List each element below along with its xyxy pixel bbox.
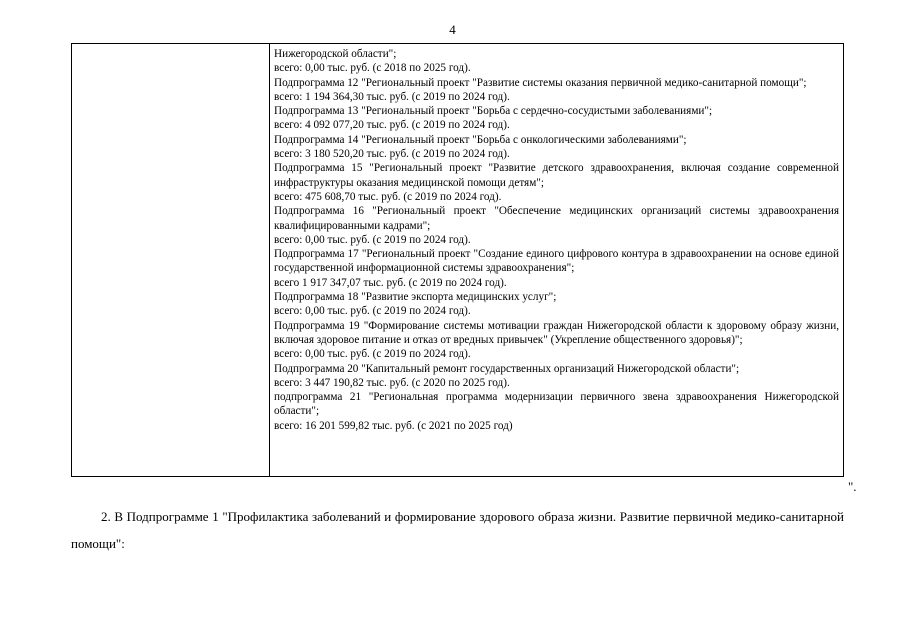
table-line: всего: 0,00 тыс. руб. (с 2019 по 2024 год). bbox=[274, 348, 471, 361]
table-line: Подпрограмма 18 "Развитие экспорта медицинских услуг"; bbox=[274, 291, 557, 304]
table-line: Подпрограмма 17 "Региональный проект "Создание единого цифрового контура в здравоохранении на основе единой государственной информационной системы здравоохранения"; bbox=[274, 248, 839, 275]
table-line: всего: 475 608,70 тыс. руб. (с 2019 по 2024 год). bbox=[274, 190, 502, 203]
table-line: Подпрограмма 13 "Региональный проект "Борьба с сердечно-сосудистыми заболеваниями"; bbox=[274, 105, 713, 118]
table-line: Подпрограмма 19 "Формирование системы мотивации граждан Нижегородской области к здоровому образу жизни, включая здоровое питание и отказ от вредных привычек" (Укрепление общественного здоровья)"; bbox=[274, 319, 839, 346]
page-number: 4 bbox=[449, 22, 456, 37]
program-table bbox=[71, 43, 844, 477]
table-line: всего: 0,00 тыс. руб. (с 2019 по 2024 год). bbox=[274, 233, 471, 246]
table-line: всего: 1 194 364,30 тыс. руб. (с 2019 по 2024 год). bbox=[274, 90, 510, 103]
table-line: всего: 3 447 190,82 тыс. руб. (с 2020 по 2025 год). bbox=[274, 376, 510, 389]
table-line: Подпрограмма 20 "Капитальный ремонт государственных организаций Нижегородской области"; bbox=[274, 362, 740, 375]
table-line: всего: 0,00 тыс. руб. (с 2019 по 2024 год). bbox=[274, 305, 471, 318]
closing-quote: ". bbox=[848, 479, 857, 494]
table-line: Нижегородской области"; bbox=[274, 48, 397, 60]
table-row bbox=[72, 44, 844, 477]
table-line: подпрограмма 21 "Региональная программа модернизации первичного звена здравоохранения Нижегородской области"; bbox=[274, 391, 839, 418]
table-line: Подпрограмма 16 "Региональный проект "Обеспечение медицинских организаций системы здравоохранения квалифицированными кадрами"; bbox=[274, 205, 839, 232]
table-line: всего 1 917 347,07 тыс. руб. (с 2019 по 2024 год). bbox=[274, 276, 507, 289]
table-line: всего: 3 180 520,20 тыс. руб. (с 2019 по 2024 год). bbox=[274, 148, 510, 161]
table-line: Подпрограмма 12 "Региональный проект "Развитие системы оказания первичной медико-санитарной помощи"; bbox=[274, 76, 807, 89]
table-left-cell bbox=[72, 44, 270, 477]
table-right-cell bbox=[270, 44, 844, 477]
table-line: Подпрограмма 15 "Региональный проект "Развитие детского здравоохранения, включая создание современной инфраструктуры оказания медицинской помощи детям"; bbox=[274, 162, 839, 189]
table-line: всего: 4 092 077,20 тыс. руб. (с 2019 по 2024 год). bbox=[274, 119, 510, 132]
table-line: всего: 0,00 тыс. руб. (с 2018 по 2025 год). bbox=[274, 62, 471, 75]
body-paragraph: 2. В Подпрограмме 1 "Профилактика заболеваний и формирование здорового образа жизни. Развитие первичной медико-санитарной помощи": bbox=[71, 509, 844, 551]
table-line: Подпрограмма 14 "Региональный проект "Борьба с онкологическими заболеваниями"; bbox=[274, 133, 687, 146]
table-line: всего: 16 201 599,82 тыс. руб. (с 2021 по 2025 год) bbox=[274, 419, 513, 432]
